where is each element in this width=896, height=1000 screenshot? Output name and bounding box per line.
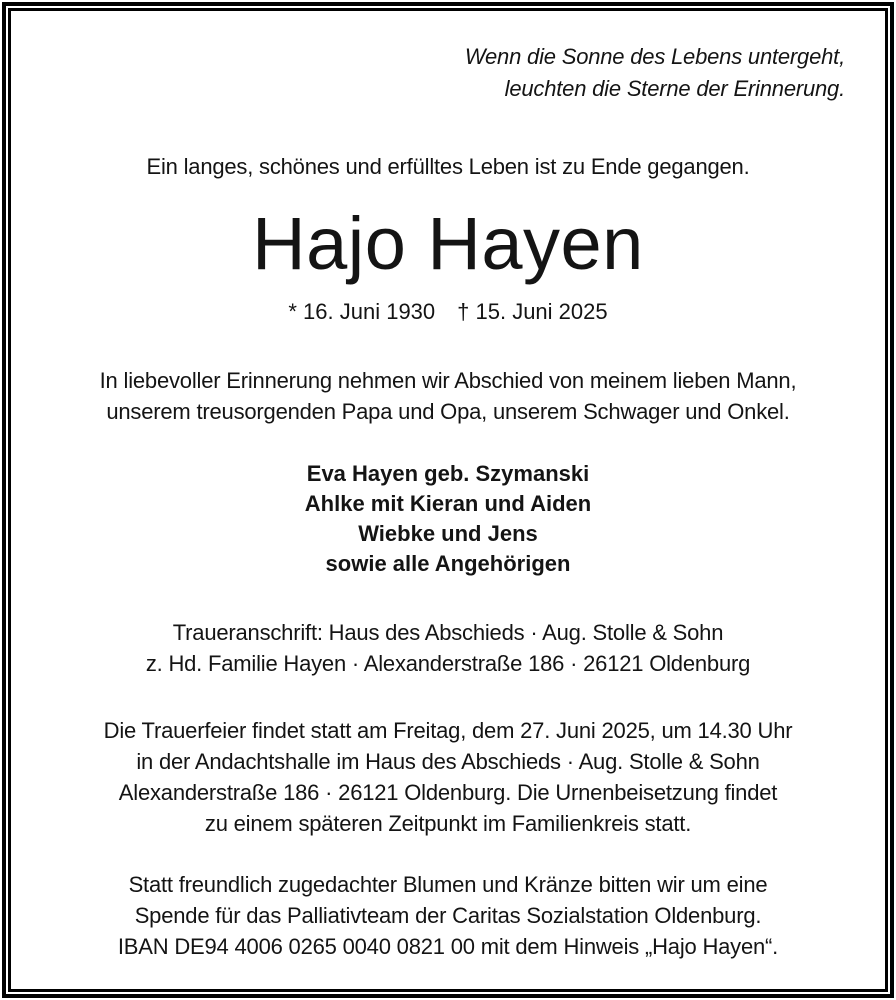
mourner-line: sowie alle Angehörigen — [325, 551, 571, 576]
donation-line: Spende für das Palliativteam der Caritas Sozialstation Oldenburg. — [134, 903, 762, 928]
mourner-line: Ahlke mit Kieran und Aiden — [304, 491, 592, 516]
mourner-line: Eva Hayen geb. Szymanski — [306, 461, 590, 486]
service-line: in der Andachtshalle im Haus des Abschieds · Aug. Stolle & Sohn — [136, 749, 760, 774]
epigraph-line-2: leuchten die Sterne der Erinnerung. — [504, 76, 845, 101]
epigraph — [29, 41, 867, 105]
service-line: Die Trauerfeier findet statt am Freitag, dem 27. Juni 2025, um 14.30 Uhr — [103, 718, 793, 743]
farewell-paragraph — [29, 365, 867, 427]
farewell-line-1: In liebevoller Erinnerung nehmen wir Abschied von meinem lieben Mann, — [99, 368, 797, 393]
epigraph-line-1: Wenn die Sonne des Lebens untergeht, — [464, 44, 845, 69]
donation-line: IBAN DE94 4006 0265 0040 0821 00 mit dem Hinweis „Hajo Hayen“. — [117, 934, 779, 959]
mourner-line: Wiebke und Jens — [358, 521, 538, 546]
address-line-1: Traueranschrift: Haus des Abschieds · Aug. Stolle & Sohn — [172, 620, 724, 645]
donation-paragraph — [29, 869, 867, 962]
deceased-name: Hajo Hayen — [252, 202, 644, 285]
birth-date: * 16. Juni 1930 — [288, 299, 436, 324]
mourning-address — [29, 617, 867, 679]
mourners-list — [29, 459, 867, 579]
farewell-line-2: unserem treusorgenden Papa und Opa, unserem Schwager und Onkel. — [106, 399, 790, 424]
death-date: † 15. Juni 2025 — [457, 299, 608, 324]
intro-line: Ein langes, schönes und erfülltes Leben ist zu Ende gegangen. — [146, 154, 750, 179]
service-paragraph — [29, 715, 867, 839]
service-line: Alexanderstraße 186 · 26121 Oldenburg. Die Urnenbeisetzung findet — [118, 780, 778, 805]
life-dates — [29, 296, 867, 327]
service-line: zu einem späteren Zeitpunkt im Familienkreis statt. — [204, 811, 692, 836]
obituary-inner-border — [8, 8, 888, 992]
donation-line: Statt freundlich zugedachter Blumen und Kränze bitten wir um eine — [128, 872, 768, 897]
address-line-2: z. Hd. Familie Hayen · Alexanderstraße 186 · 26121 Oldenburg — [145, 651, 751, 676]
obituary-frame — [2, 2, 894, 998]
